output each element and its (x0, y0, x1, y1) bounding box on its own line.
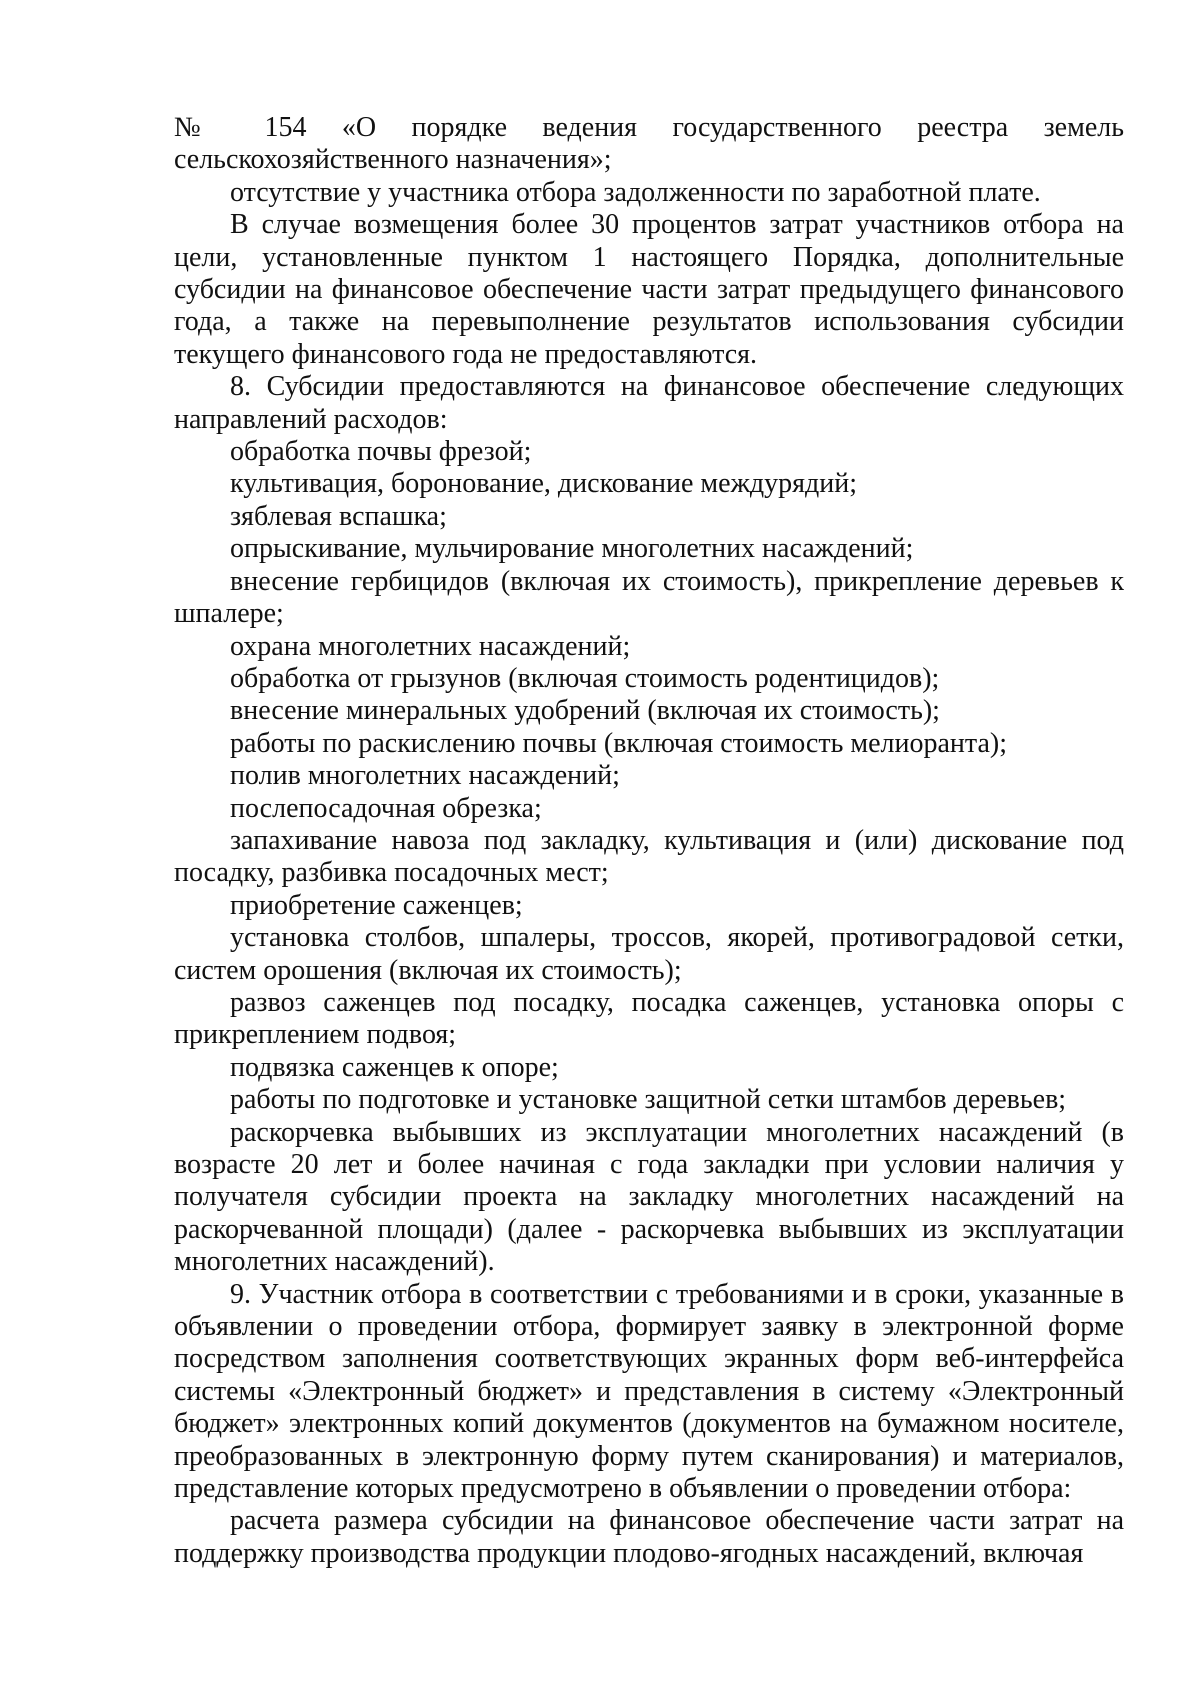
paragraph-item-9: 9. Участник отбора в соответствии с требованиями и в сроки, указанные в объявлении о проведении отбора, формирует заявку в электронной форме посредством заполнения соответствующих экранных форм веб-интерфейса системы «Электронный бюджет» и представления в систему «Электронный бюджет» электронных копий документов (документов на бумажном носителе, преобразованных в электронную форму путем сканирования) и материалов, представление которых предусмотрено в объявлении о проведении отбора: (174, 1278, 1124, 1505)
list-item: послепосадочная обрезка; (230, 792, 542, 824)
list-item: запахивание навоза под закладку, культивация и (или) дискование под посадку, разбивка посадочных мест; (174, 824, 1124, 889)
list-item: работы по подготовке и установке защитной сетки штамбов деревьев; (230, 1084, 1067, 1116)
list-item: работы по раскислению почвы (включая стоимость мелиоранта); (230, 727, 1007, 759)
list-item: внесение минеральных удобрений (включая их стоимость); (230, 695, 940, 727)
list-item: обработка от грызунов (включая стоимость родентицидов); (230, 662, 940, 694)
list-item: культивация, боронование, дискование междурядий; (230, 468, 858, 500)
document-page (174, 112, 1124, 1570)
list-item: опрыскивание, мульчирование многолетних насаждений; (230, 533, 914, 565)
list-item: зяблевая вспашка; (230, 500, 447, 532)
paragraph-compensation-limit: В случае возмещения более 30 процентов затрат участников отбора на цели, установленные пунктом 1 настоящего Порядка, дополнительные субсидии на финансовое обеспечение части затрат предыдущего финансового года, а также на перевыполнение результатов использования субсидии текущего финансового года не предоставляются. (174, 209, 1124, 370)
list-item: полив многолетних насаждений; (230, 760, 620, 792)
paragraph-item-8: 8. Субсидии предоставляются на финансовое обеспечение следующих направлений расходов: (174, 371, 1124, 435)
paragraph-subsidy-calculation: расчета размера субсидии на финансовое обеспечение части затрат на поддержку производства продукции плодово-ягодных насаждений, включая (174, 1505, 1124, 1569)
list-item: раскорчевка выбывших из эксплуатации многолетних насаждений (в возрасте 20 лет и более начиная с года закладки при условии наличия у получателя субсидии проекта на закладку многолетних насаждений на раскорчеванной площади) (далее - раскорчевка выбывших из эксплуатации многолетних насаждений). (174, 1116, 1124, 1278)
paragraph-no-wage-debt: отсутствие у участника отбора задолженности по заработной плате. (230, 176, 1041, 208)
list-item: подвязка саженцев к опоре; (230, 1051, 559, 1083)
list-item: установка столбов, шпалеры, троссов, якорей, противоградовой сетки, систем орошения (включая их стоимость); (174, 922, 1124, 986)
list-item: приобретение саженцев; (230, 889, 523, 921)
list-item: развоз саженцев под посадку, посадка саженцев, установка опоры с прикреплением подвоя; (174, 986, 1124, 1051)
list-item: обработка почвы фрезой; (230, 436, 532, 468)
list-item: охрана многолетних насаждений; (230, 630, 631, 662)
paragraph-registry-reference: № 154 «О порядке ведения государственного реестра земель сельскохозяйственного назначения»; (174, 112, 1124, 176)
list-item: внесение гербицидов (включая их стоимость), прикрепление деревьев к шпалере; (174, 565, 1124, 630)
